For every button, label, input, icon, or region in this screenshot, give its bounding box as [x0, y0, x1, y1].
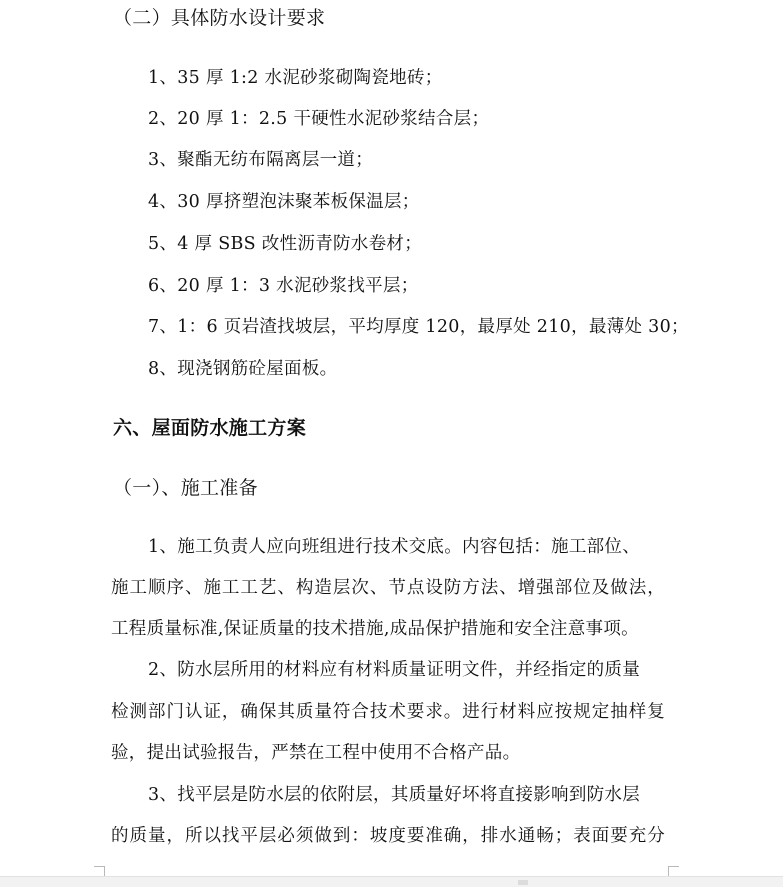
list-item: 5、4 厚 SBS 改性沥青防水卷材； — [148, 234, 422, 254]
subsection-heading: （一）、施工准备 — [113, 477, 258, 499]
scrollbar-thumb[interactable] — [518, 880, 528, 885]
paragraph-line: 检测部门认证，确保其质量符合技术要求。进行材料应按规定抽样复 — [111, 702, 665, 722]
horizontal-scrollbar[interactable] — [0, 876, 783, 887]
paragraph-line: 的质量，所以找平层必须做到：坡度要准确，排水通畅；表面要充分 — [111, 826, 665, 846]
paragraph-line: 2、防水层所用的材料应有材料质量证明文件，并经指定的质量 — [148, 660, 641, 680]
margin-corner-marker-right — [668, 866, 679, 867]
chapter-heading: 六、屋面防水施工方案 — [113, 417, 307, 439]
paragraph-line: 3、找平层是防水层的依附层，其质量好坏将直接影响到防水层 — [148, 785, 641, 805]
list-item: 2、20 厚 1：2.5 干硬性水泥砂浆结合层； — [148, 109, 490, 129]
list-item: 1、35 厚 1:2 水泥砂浆砌陶瓷地砖； — [148, 68, 443, 88]
list-item: 8、现浇钢筋砼屋面板。 — [148, 359, 338, 379]
margin-corner-marker-right — [668, 866, 669, 876]
section-heading: （二）具体防水设计要求 — [113, 7, 326, 29]
list-item: 6、20 厚 1：3 水泥砂浆找平层； — [148, 276, 419, 296]
list-item: 4、30 厚挤塑泡沫聚苯板保温层； — [148, 192, 420, 212]
margin-corner-marker-left — [94, 866, 105, 867]
paragraph-line: 工程质量标准,保证质量的技术措施,成品保护措施和安全注意事项。 — [111, 619, 639, 639]
paragraph-line: 1、施工负责人应向班组进行技术交底。内容包括：施工部位、 — [148, 537, 641, 557]
margin-corner-marker-left — [104, 866, 105, 876]
list-item: 3、聚酯无纺布隔离层一道； — [148, 150, 374, 170]
paragraph-line: 施工顺序、施工工艺、构造层次、节点设防方法、增强部位及做法， — [111, 578, 665, 598]
list-item: 7、1：6 页岩渣找坡层，平均厚度 120，最厚处 210，最薄处 30； — [148, 317, 689, 337]
paragraph-line: 验，提出试验报告，严禁在工程中使用不合格产品。 — [111, 743, 521, 763]
